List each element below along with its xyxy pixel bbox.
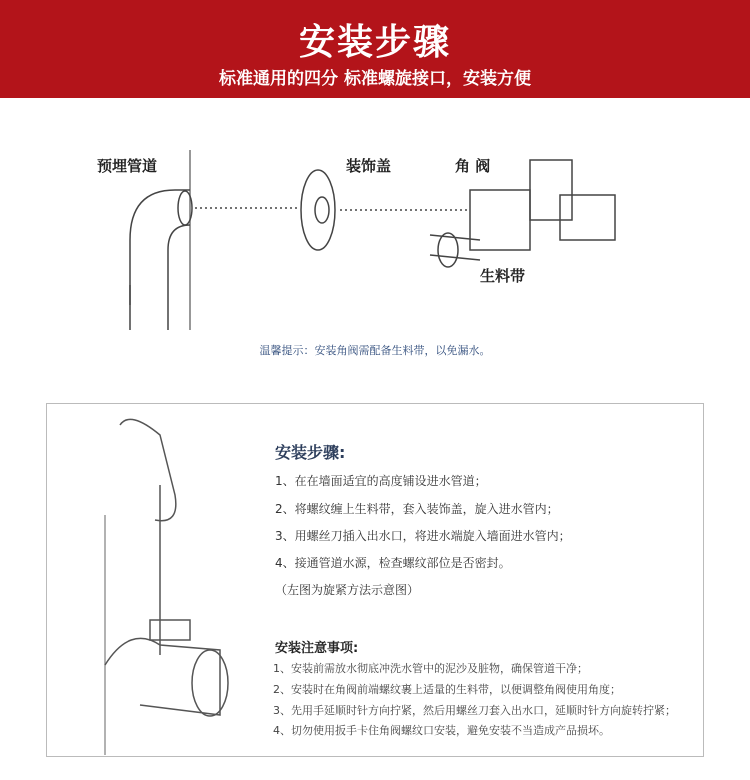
header-banner [0,0,750,98]
installation-diagram [0,100,750,430]
label-tape: 生料带 [480,267,526,285]
note-item: 1、安装前需放水彻底冲洗水管中的泥沙及脏物，确保管道干净； [273,662,588,675]
page-subtitle: 标准通用的四分 标准螺旋接口，安装方便 [219,69,531,89]
label-cover: 装饰盖 [346,157,392,175]
page-title: 安装步骤 [298,22,451,63]
step-item: 1、在在墙面适宜的高度铺设进水管道； [275,474,487,488]
steps-title: 安装步骤: [275,443,346,462]
step-item: 4、接通管道水源，检查螺纹部位是否密封。 [275,556,511,570]
note-item: 4、切勿使用扳手卡住角阀螺纹口安装，避免安装不当造成产品损坏。 [273,724,610,737]
step-item: 3、用螺丝刀插入出水口，将进水端旋入墙面进水管内； [275,529,571,543]
note-item: 2、安装时在角阀前端螺纹裹上适量的生料带，以便调整角阀使用角度； [273,683,621,696]
notes-title: 安装注意事项: [275,641,359,656]
step-item: 2、将螺纹缠上生料带，套入装饰盖，旋入进水管内； [275,502,559,516]
label-pipe: 预埋管道 [97,157,158,175]
hand-screwdriver-illustration [50,405,250,755]
note-item: 3、先用手延顺时针方向拧紧，然后用螺丝刀套入出水口，延顺时针方向旋转拧紧； [273,704,676,717]
step-note: （左图为旋紧方法示意图） [275,583,420,597]
tip-text: 温馨提示：安装角阀需配备生料带，以免漏水。 [259,344,491,357]
label-valve: 角 阀 [455,157,491,175]
